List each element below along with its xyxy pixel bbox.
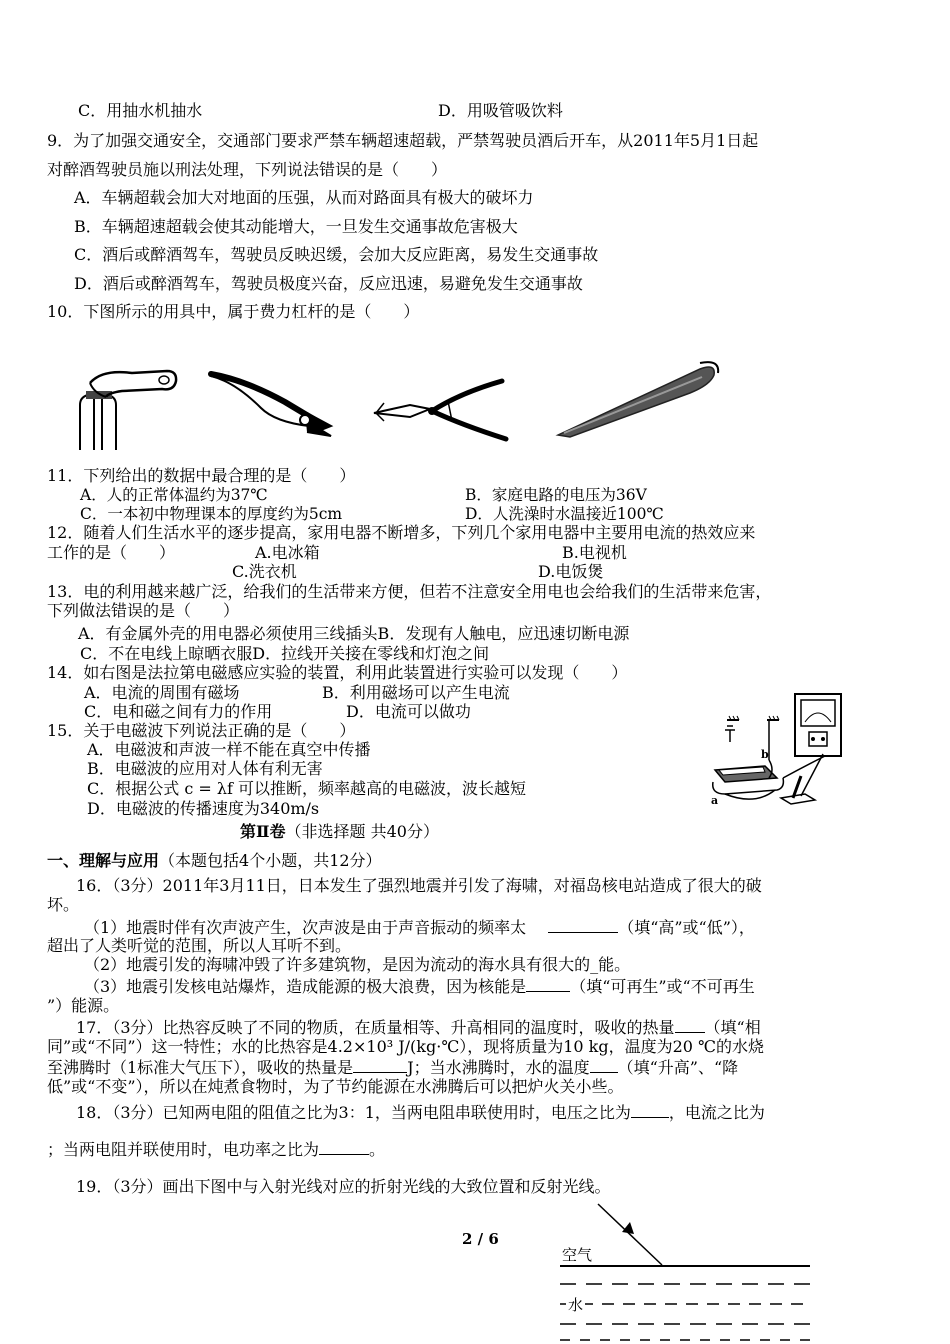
q16-blank3[interactable] (526, 976, 570, 992)
q16-part1-cont: 超出了人类听觉的范围，所以人耳听不到。 (47, 936, 352, 955)
q12-option-d: D.电饭煲 (538, 562, 604, 581)
q17-blank2[interactable] (353, 1057, 407, 1073)
q9-option-c: C．酒后或醉酒驾车，驾驶员反映迟缓，会加大反应距离，易发生交通事故 (74, 245, 599, 264)
part2-title: 第Ⅱ卷 (240, 822, 286, 841)
q9-stem-line2: 对醉酒驾驶员施以刑法处理，下列说法错误的是（ ） (47, 160, 448, 179)
refraction-figure (560, 1200, 810, 1344)
q14-option-a: A．电流的周围有磁场 (84, 683, 240, 702)
q19-stem: 19．（3分）画出下图中与入射光线对应的折射光线的大致位置和反射光线。 (76, 1177, 611, 1196)
q18-line2 (47, 1139, 385, 1160)
section1-heading (47, 851, 382, 871)
faraday-apparatus-figure (705, 690, 845, 815)
q11-option-d: D．人洗澡时水温接近100℃ (465, 505, 664, 523)
q14-option-b: B．利用磁场可以产生电流 (322, 683, 510, 702)
q8-option-d: D．用吸管吸饮料 (438, 101, 563, 120)
q16-part1-hint: （填“高”或“低”）， (618, 918, 755, 937)
q12-stem-line1: 12．随着人们生活水平的逐步提高，家用电器不断增多，下列几个家用电器中主要用电流的热效应来 (47, 523, 756, 542)
q17-blank1[interactable] (675, 1017, 705, 1033)
q14-stem: 14．如右图是法拉第电磁感应实验的装置，利用此装置进行实验可以发现（ ） (47, 663, 628, 682)
q9-stem-line1: 9．为了加强交通安全，交通部门要求严禁车辆超速超载，严禁驾驶员酒后开车，从2011年5月1日起 (47, 131, 759, 150)
scissors-figure (370, 375, 515, 445)
q17-line1 (76, 1017, 761, 1038)
q17-line1-hint: （填“相 (704, 1018, 761, 1037)
q14-option-c: C．电和磁之间有力的作用 (84, 702, 273, 721)
tweezers-figure (550, 355, 720, 440)
q16-part3 (84, 976, 755, 997)
q11-stem: 11．下列给出的数据中最合理的是（ ） (47, 466, 356, 485)
q12-option-c: C.洗衣机 (232, 562, 297, 581)
q17-line2: 同”或“不同”）这一特性；水的比热容是4.2×10³ J/(kg·℃），现将质量为10 kg，温度为20 ℃的水烧 (47, 1037, 764, 1056)
q15-option-b: B．电磁波的应用对人体有利无害 (87, 759, 323, 778)
section1-title: 一、理解与应用 (47, 851, 160, 870)
q9-option-a: A．车辆超载会加大对地面的压强，从而对路面具有极大的破坏力 (74, 188, 534, 207)
label-a: a (711, 794, 719, 807)
q12-stem-line2: 工作的是（ ） (47, 543, 176, 562)
q13-stem-line2: 下列做法错误的是（ ） (47, 601, 240, 620)
q17-line3-mid: J；当水沸腾时，水的温度 (407, 1058, 590, 1077)
q18-line2-end: 。 (369, 1140, 386, 1159)
q15-option-a: A．电磁波和声波一样不能在真空中传播 (87, 740, 371, 759)
q16-part3-cont: ”）能源。 (47, 996, 120, 1015)
q13-options-ab: A．有金属外壳的用电器必须使用三线插头B．发现有人触电，应迅速切断电源 (78, 624, 630, 643)
q18-line1-mid: ，电流之比为 (668, 1103, 765, 1122)
q16-stem-line2: 坏。 (47, 895, 80, 914)
q18-line1 (76, 1102, 765, 1123)
q11-option-c: C．一本初中物理课本的厚度约为5cm (80, 505, 343, 523)
q12-option-a: A.电冰箱 (255, 543, 320, 562)
bottle-opener-figure (72, 365, 192, 455)
water-label: 水 (568, 1296, 584, 1314)
air-label: 空气 (562, 1246, 593, 1264)
q14-option-d: D．电流可以做功 (346, 702, 471, 721)
q18-blank1[interactable] (631, 1102, 669, 1118)
q16-part1-text: （1）地震时伴有次声波产生，次声波是由于声音振动的频率太 (84, 918, 527, 937)
part2-subtitle: （非选择题 共40分） (285, 822, 439, 841)
q18-line2-text: ；当两电阻并联使用时，电功率之比为 (47, 1140, 320, 1159)
q12-option-b: B.电视机 (562, 543, 627, 562)
part2-heading (240, 822, 439, 842)
q8-option-c: C．用抽水机抽水 (78, 101, 203, 120)
section1-subtitle: （本题包括4个小题，共12分） (159, 851, 382, 870)
q17-blank3[interactable] (590, 1057, 618, 1073)
q16-part2: （2）地震引发的海啸冲毁了许多建筑物，是因为流动的海水具有很大的_能。 (84, 955, 631, 974)
q16-part3-hint: （填“可再生”或“不可再生 (570, 977, 755, 996)
pliers-figure (205, 368, 345, 448)
q13-stem-line1: 13．电的利用越来越广泛，给我们的生活带来方便，但若不注意安全用电也会给我们的生活带来危害， (47, 582, 772, 601)
q16-blank1[interactable] (548, 917, 618, 933)
label-b: b (761, 748, 769, 761)
q9-option-b: B．车辆超速超载会使其动能增大，一旦发生交通事故危害极大 (74, 217, 518, 236)
page-number: 2 / 6 (462, 1230, 499, 1248)
q13-options-cd: C．不在电线上晾晒衣服D．拉线开关接在零线和灯泡之间 (80, 644, 490, 663)
q15-stem: 15．关于电磁波下列说法正确的是（ ） (47, 721, 356, 740)
q10-stem: 10．下图所示的用具中，属于费力杠杆的是（ ） (47, 302, 420, 321)
q16-part3-text: （3）地震引发核电站爆炸，造成能源的极大浪费，因为核能是 (84, 977, 527, 996)
q17-line3 (47, 1057, 738, 1078)
q18-line1-text: 18．（3分）已知两电阻的阻值之比为3：1，当两电阻串联使用时，电压之比为 (76, 1103, 631, 1122)
q15-option-c: C．根据公式 c = λf 可以推断，频率越高的电磁波，波长越短 (87, 779, 527, 798)
q17-line3-text: 至沸腾时（1标准大气压下），吸收的热量是 (47, 1058, 354, 1077)
q18-blank3[interactable] (319, 1139, 369, 1155)
q11-option-a: A．人的正常体温约为37℃ (80, 486, 268, 504)
q11-option-b: B．家庭电路的电压为36V (465, 486, 647, 504)
q9-option-d: D．酒后或醉酒驾车，驾驶员极度兴奋，反应迅速，易避免发生交通事故 (74, 274, 583, 293)
q17-line1-text: 17．（3分）比热容反映了不同的物质，在质量相等、升高相同的温度时，吸收的热量 (76, 1018, 675, 1037)
q17-line4: 低”或“不变”），所以在炖煮食物时，为了节约能源在水沸腾后可以把炉火关小些。 (47, 1077, 624, 1096)
q15-option-d: D．电磁波的传播速度为340m/s (87, 799, 320, 818)
q16-part1 (84, 917, 755, 938)
q16-stem-line1: 16．（3分）2011年3月11日，日本发生了强烈地震并引发了海啸，对福岛核电站造成了很大的破 (76, 876, 762, 895)
q17-line3-hint: （填“升高”、“降 (617, 1058, 739, 1077)
